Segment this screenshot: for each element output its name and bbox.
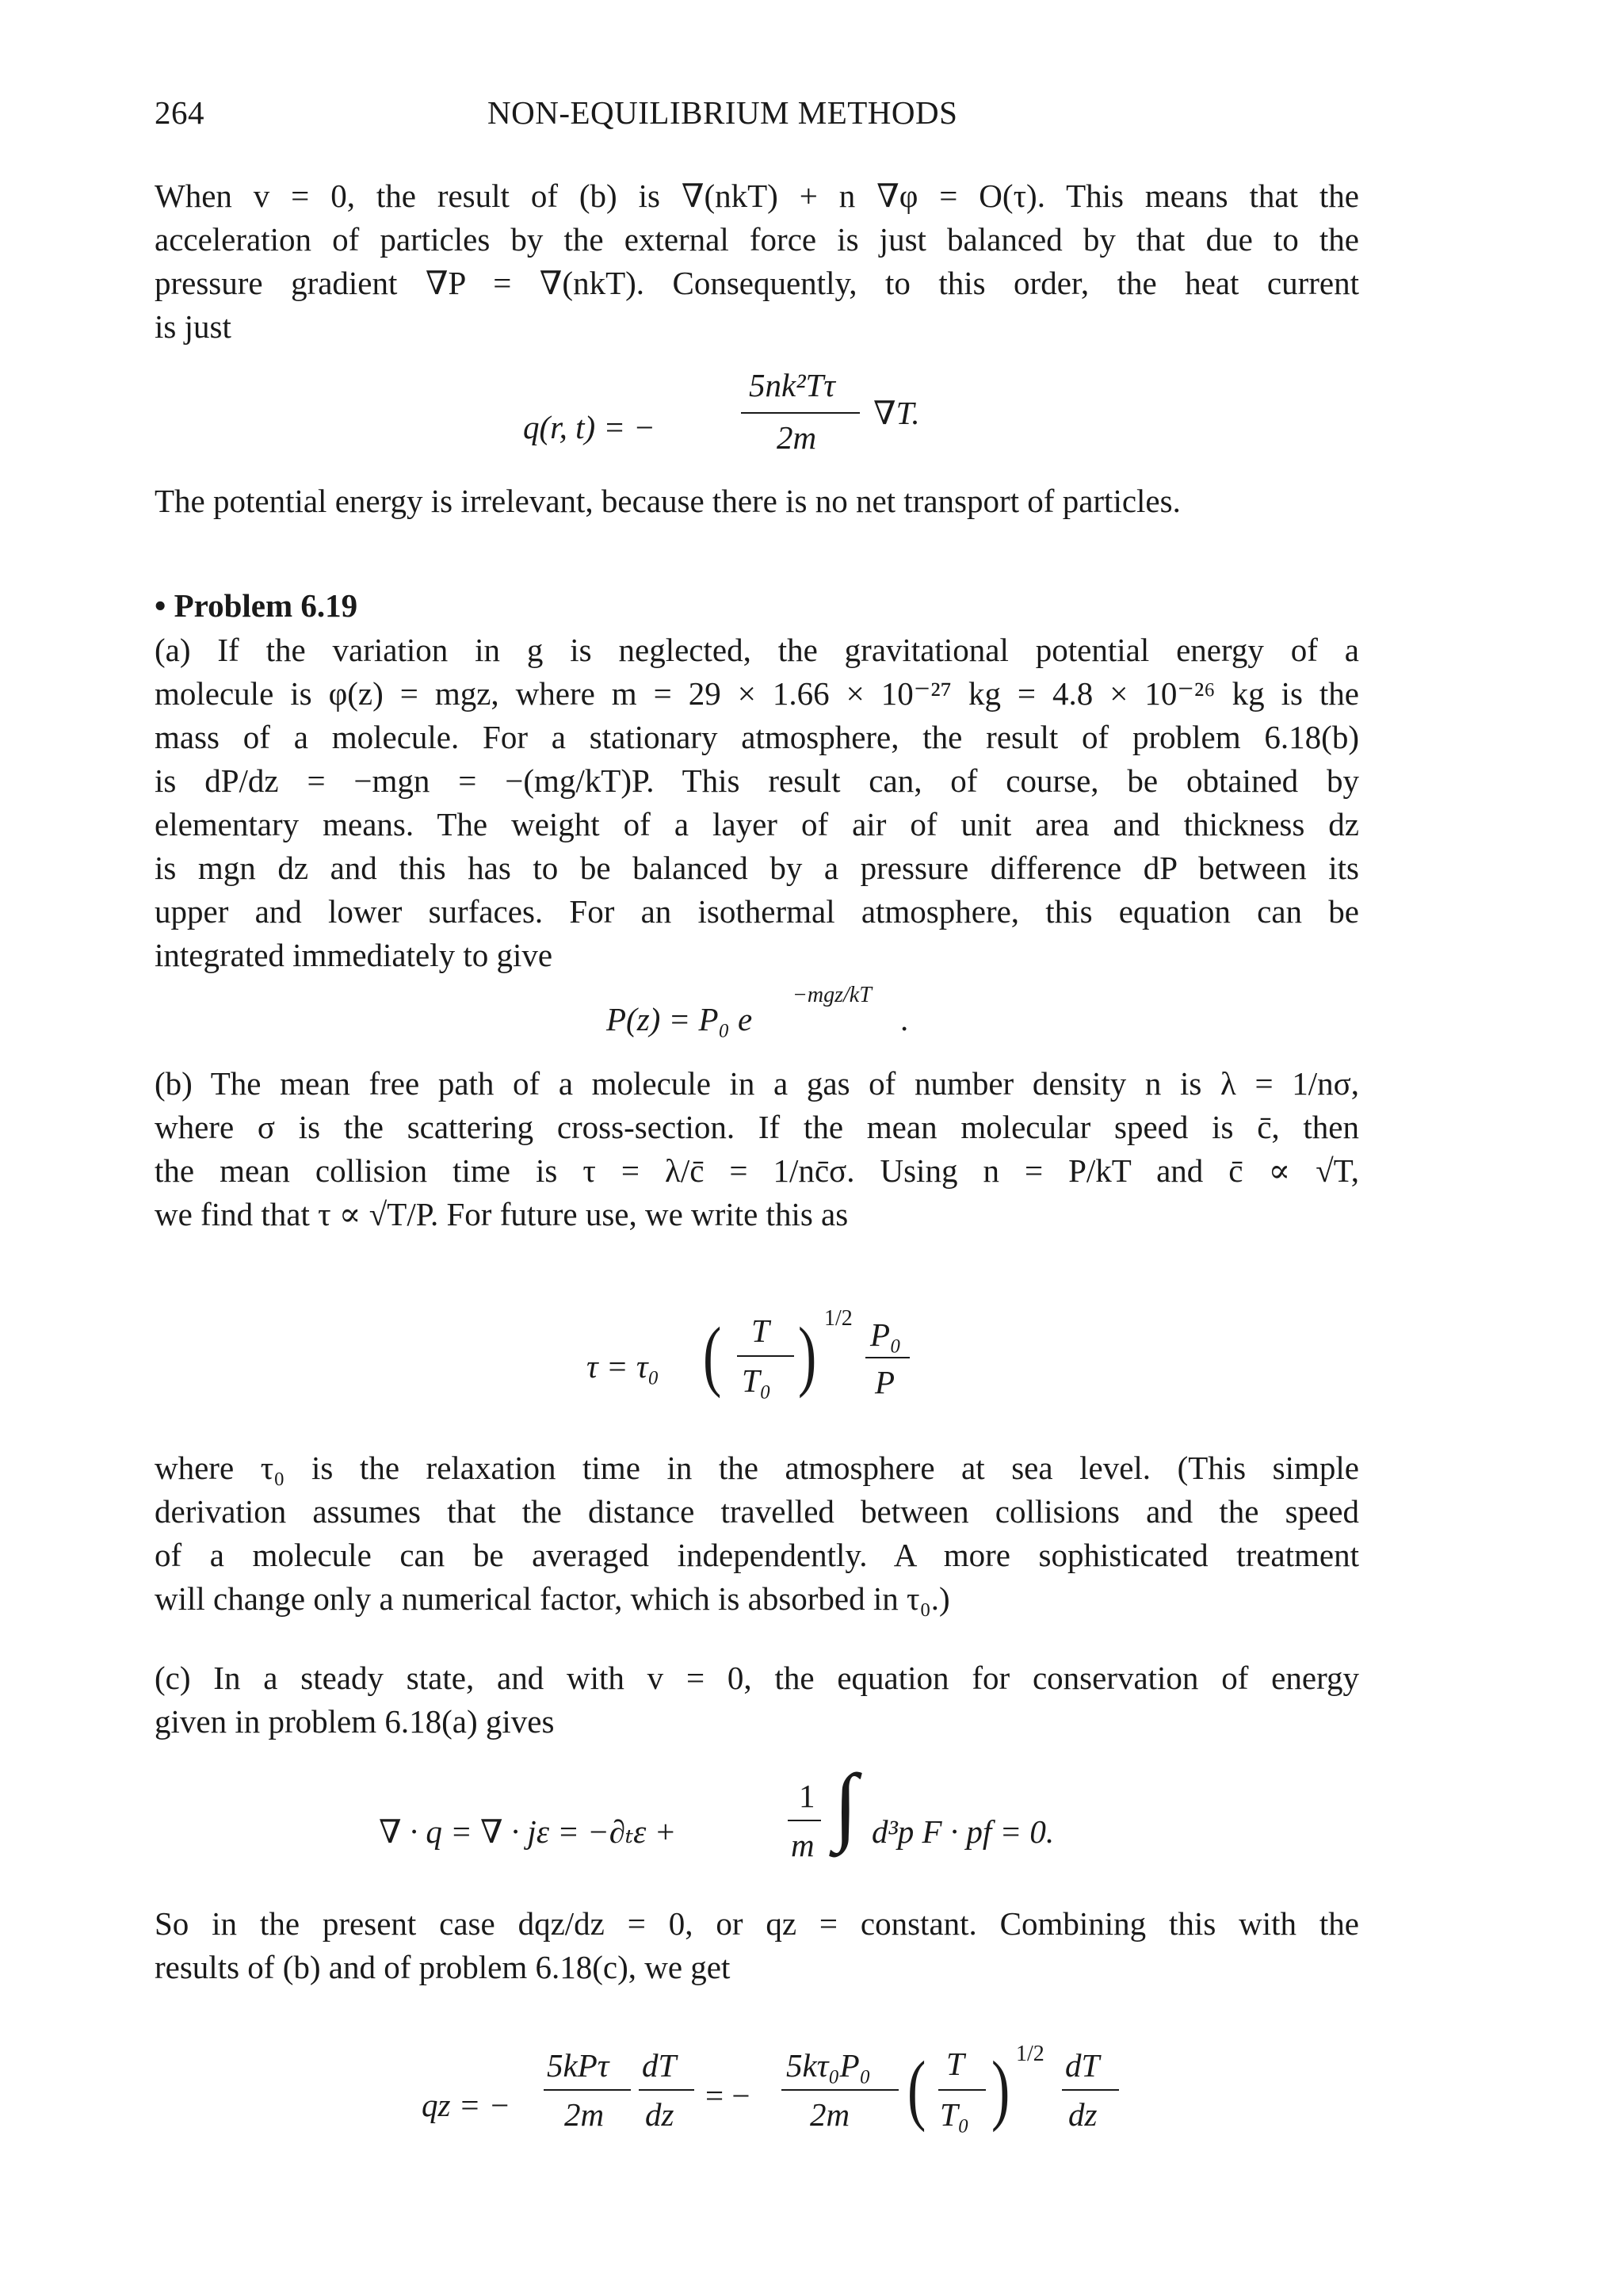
eq5-f2-den: dz xyxy=(645,2096,674,2133)
problem-title: Problem 6.19 xyxy=(174,587,358,624)
page-number: 264 xyxy=(155,94,204,131)
eq5-f2-bar xyxy=(639,2089,694,2091)
eq5-f3-bar xyxy=(781,2089,899,2091)
eq4-integrand: d³p F · pf = 0. xyxy=(872,1813,1055,1850)
text-line: derivation assumes that the distance travelled between collisions and the speed xyxy=(155,1493,1359,1530)
text-line: acceleration of particles by the external force is just balanced by that due to the xyxy=(155,221,1359,258)
text-line: results of (b) and of problem 6.18(c), we get xyxy=(155,1949,731,1985)
running-title: NON-EQUILIBRIUM METHODS xyxy=(487,94,958,131)
eq5-f5-den: dz xyxy=(1068,2096,1098,2133)
eq4-frac-num: 1 xyxy=(799,1778,815,1814)
eq5-f1-den: 2m xyxy=(564,2096,605,2133)
text-line: So in the present case dqz/dz = 0, or qz = constant. Combining this with the xyxy=(155,1905,1359,1942)
eq4-integral-sign: ∫ xyxy=(834,1756,858,1853)
text-line: upper and lower surfaces. For an isothermal atmosphere, this equation can be xyxy=(155,893,1359,930)
eq3-lhs: τ = τ₀ xyxy=(586,1348,659,1385)
bullet: • xyxy=(155,587,166,624)
text-line: we find that τ ∝ √T/P. For future use, we write this as xyxy=(155,1196,849,1232)
eq5-f4-den: T₀ xyxy=(940,2096,970,2133)
eq5-f1-bar xyxy=(544,2089,631,2091)
eq2-base: P(z) = P₀ e xyxy=(606,1001,753,1037)
text-line: the mean collision time is τ = λ/c̄ = 1/nc̄σ. Using n = P/kT and c̄ ∝ √T, xyxy=(155,1152,1359,1189)
eq3-power: 1/2 xyxy=(824,1306,853,1331)
eq5-lhs: qz = − xyxy=(422,2087,511,2123)
text-line: integrated immediately to give xyxy=(155,937,553,973)
eq1-lhs: q(r, t) = − xyxy=(523,409,655,445)
eq4-frac-den: m xyxy=(791,1827,815,1863)
eq5-mid: = − xyxy=(705,2077,750,2114)
eq1-numerator: 5nk²Tτ xyxy=(749,367,835,403)
text-line: elementary means. The weight of a layer of air of unit area and thickness dz xyxy=(155,806,1359,842)
eq1-rhs: ∇T. xyxy=(873,395,920,431)
text-line: pressure gradient ∇P = ∇(nkT). Consequently, to this order, the heat current xyxy=(155,265,1359,301)
eq5-power: 1/2 xyxy=(1016,2042,1044,2066)
text-line: of a molecule can be averaged independently. A more sophisticated treatment xyxy=(155,1537,1359,1573)
text-line: (c) In a steady state, and with v = 0, the equation for conservation of energy xyxy=(155,1660,1359,1696)
text-line: where τ₀ is the relaxation time in the atmosphere at sea level. (This simple xyxy=(155,1450,1359,1486)
eq3-frac1-num: T xyxy=(751,1312,769,1349)
eq5-f3-num: 5kτ₀P₀ xyxy=(786,2047,871,2084)
eq5-left-paren: ( xyxy=(907,2045,926,2133)
text-line: given in problem 6.18(a) gives xyxy=(155,1703,555,1740)
eq5-f5-bar xyxy=(1062,2089,1119,2091)
eq5-f4-bar xyxy=(938,2089,986,2091)
eq5-f1-num: 5kPτ xyxy=(547,2047,609,2084)
eq5-right-paren: ) xyxy=(991,2045,1010,2133)
eq3-left-paren: ( xyxy=(702,1311,722,1399)
text-line: (a) If the variation in g is neglected, the gravitational potential energy of a xyxy=(155,632,1359,668)
eq1-denominator: 2m xyxy=(777,419,817,456)
eq4-lhs: ∇ · q = ∇ · jε = −∂ₜε + xyxy=(379,1813,677,1850)
text-line: is mgn dz and this has to be balanced by a pressure difference dP between its xyxy=(155,850,1359,886)
text-line: (b) The mean free path of a molecule in a gas of number density n is λ = 1/nσ, xyxy=(155,1065,1359,1102)
eq3-frac2-den: P xyxy=(875,1364,896,1400)
eq3-frac1-den: T₀ xyxy=(742,1362,772,1399)
text-line: molecule is φ(z) = mgz, where m = 29 × 1.66 × 10⁻²⁷ kg = 4.8 × 10⁻²⁶ kg is the xyxy=(155,675,1359,712)
eq3-right-paren: ) xyxy=(797,1311,817,1399)
text-line: where σ is the scattering cross-section. If the mean molecular speed is c̄, then xyxy=(155,1109,1359,1145)
text-line: mass of a molecule. For a stationary atmosphere, the result of problem 6.18(b) xyxy=(155,719,1359,755)
eq2-exponent: −mgz/kT xyxy=(792,983,872,1007)
text-line: The potential energy is irrelevant, because there is no net transport of particles. xyxy=(155,483,1181,519)
text-line: will change only a numerical factor, which is absorbed in τ₀.) xyxy=(155,1580,950,1617)
eq3-frac2-num: P₀ xyxy=(870,1316,902,1353)
eq5-f4-num: T xyxy=(946,2046,964,2082)
eq5-f3-den: 2m xyxy=(810,2096,850,2133)
text-line: is just xyxy=(155,308,231,345)
text-line: is dP/dz = −mgn = −(mg/kT)P. This result can, of course, be obtained by xyxy=(155,762,1359,799)
text-line: When v = 0, the result of (b) is ∇(nkT) + n ∇φ = O(τ). This means that the xyxy=(155,178,1359,214)
eq5-f5-num: dT xyxy=(1065,2047,1100,2084)
eq2-end: . xyxy=(900,1001,909,1037)
eq5-f2-num: dT xyxy=(642,2047,677,2084)
